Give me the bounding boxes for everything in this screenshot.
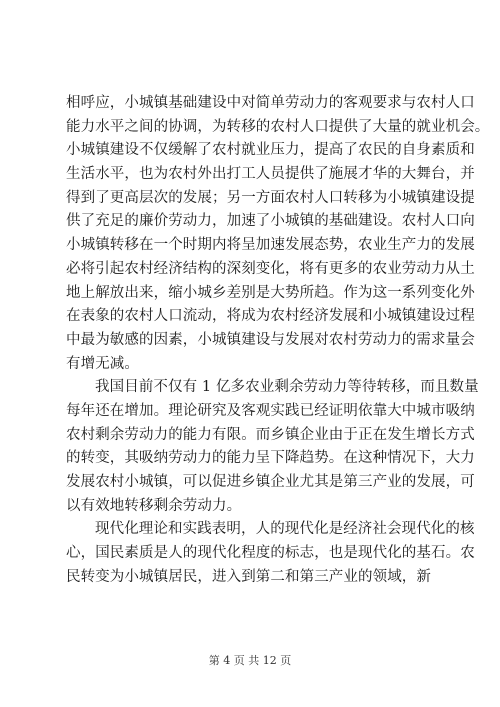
- text-line: 中最为敏感的因素，小城镇建设与发展对农村劳动力的需求量会: [66, 331, 475, 348]
- text-line: 供了充足的廉价劳动力，加速了小城镇的基础建设。农村人口向: [66, 213, 475, 230]
- text-line: 的转变，其吸纳劳动力的能力呈下降趋势。在这种情况下，大力: [66, 450, 475, 467]
- text-line: 小城镇转移在一个时期内将呈加速发展态势，农业生产力的发展: [66, 237, 475, 254]
- text-line: 小城镇建设不仅缓解了农村就业压力，提高了农民的自身素质和: [66, 142, 475, 159]
- page-footer: 第 4 页 共 12 页: [208, 654, 292, 667]
- text-line: 心，国民素质是人的现代化程度的标志，也是现代化的基石。农: [66, 545, 475, 562]
- paragraph-start-line: 现代化理论和实践表明，人的现代化是经济社会现代化的核: [95, 521, 475, 538]
- body-text: [66, 92, 490, 589]
- text-line: 必将引起农村经济结构的深刻变化，将有更多的农业劳动力从土: [66, 260, 475, 277]
- text-line: 得到了更高层次的发展；另一方面农村人口转移为小城镇建设提: [66, 189, 475, 206]
- text-line: 以有效地转移剩余劳动力。: [66, 497, 242, 514]
- paragraph-start-line: 我国目前不仅有 1 亿多农业剩余劳动力等待转移，而且数量: [95, 379, 479, 396]
- text-line: 能力水平之间的协调，为转移的农村人口提供了大量的就业机会。: [66, 118, 490, 135]
- text-line: 农村剩余劳动力的能力有限。而乡镇企业由于正在发生增长方式: [66, 426, 475, 443]
- text-line: 每年还在增加。理论研究及客观实践已经证明依靠大中城市吸纳: [66, 402, 475, 419]
- text-line: 有增无减。: [66, 355, 139, 372]
- text-line: 民转变为小城镇居民，进入到第二和第三产业的领域，新: [66, 568, 431, 585]
- text-line: 在表象的农村人口流动，将成为农村经济发展和小城镇建设过程: [66, 308, 475, 325]
- text-line: 生活水平，也为农村外出打工人员提供了施展才华的大舞台，并: [66, 166, 475, 183]
- text-line: 相呼应，小城镇基础建设中对简单劳动力的客观要求与农村人口: [66, 95, 475, 111]
- text-line: 发展农村小城镇，可以促进乡镇企业尤其是第三产业的发展，可: [66, 474, 475, 490]
- text-line: 地上解放出来，缩小城乡差别是大势所趋。作为这一系列变化外: [66, 284, 475, 301]
